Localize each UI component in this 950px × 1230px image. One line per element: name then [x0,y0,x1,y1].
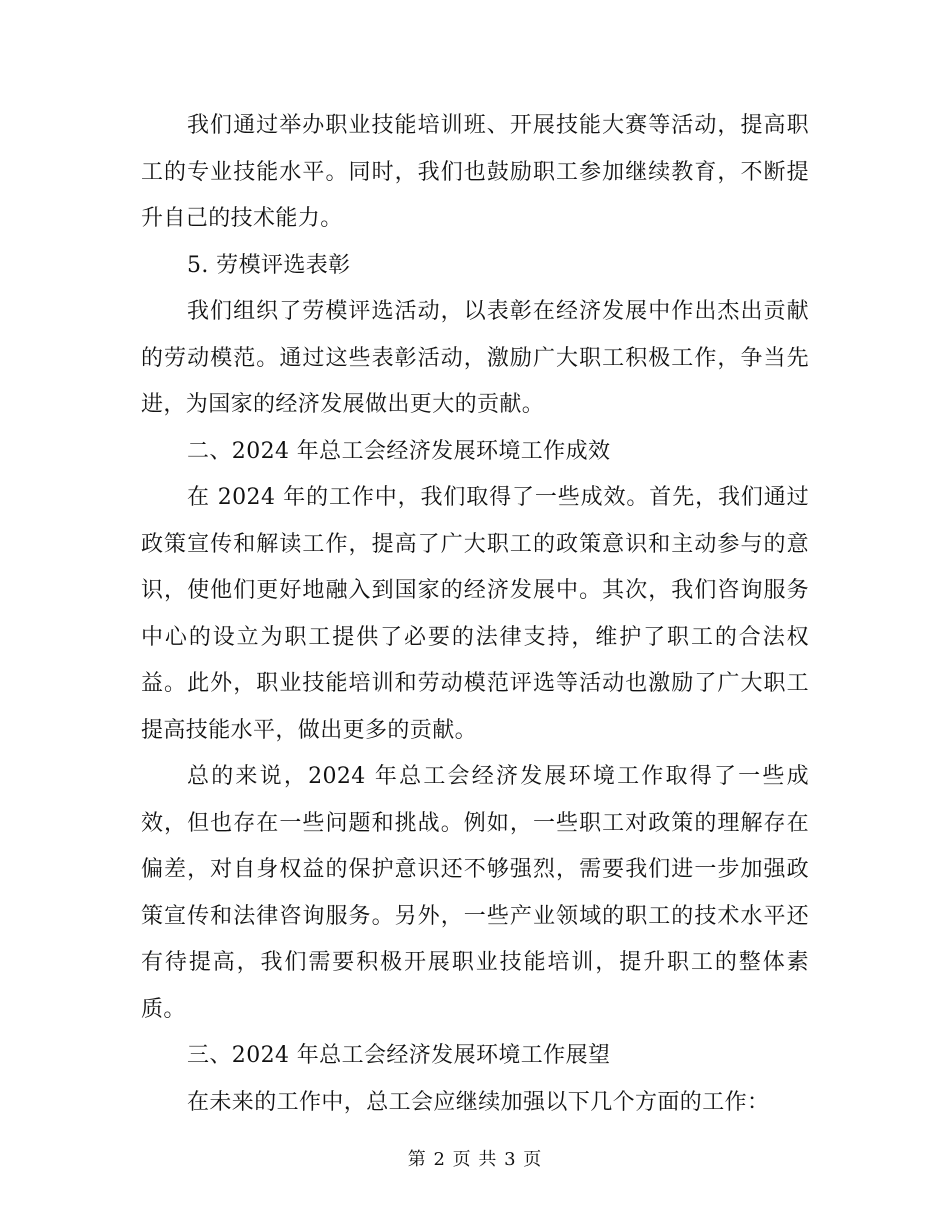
paragraph-skills-training: 我们通过举办职业技能培训班、开展技能大赛等活动，提高职工的专业技能水平。同时，我们也鼓励职工参加继续教育，不断提升自己的技术能力。 [141,113,809,231]
heading-section-2: 二、2024 年总工会经济发展环境工作成效 [187,438,611,464]
paragraph-summary: 总的来说，2024 年总工会经济发展环境工作取得了一些成效，但也存在一些问题和挑战。例如，一些职工对政策的理解存在偏差，对自身权益的保护意识还不够强烈，需要我们进一步加强政策宣传和法律咨询服务。另外，一些产业领域的职工的技术水平还有待提高，我们需要积极开展职业技能培训，提升职工的整体素质。 [141,764,809,1022]
heading-section-3: 三、2024 年总工会经济发展环境工作展望 [187,1043,611,1068]
page-number-footer: 第 2 页 共 3 页 [407,1149,543,1170]
paragraph-achievements: 在 2024 年的工作中，我们取得了一些成效。首先，我们通过政策宣传和解读工作，提高了广大职工的政策意识和主动参与的意识，使他们更好地融入到国家的经济发展中。其次，我们咨询服务中心的设立为职工提供了必要的法律支持，维护了职工的合法权益。此外，职业技能培训和劳动模范评选等活动也激励了广大职工提高技能水平，做出更多的贡献。 [141,485,809,743]
heading-model-worker-selection: 5. 劳模评选表彰 [187,252,351,278]
paragraph-outlook: 在未来的工作中，总工会应继续加强以下几个方面的工作： [187,1089,770,1115]
document-body [141,103,809,1126]
paragraph-model-worker-selection: 我们组织了劳模评选活动，以表彰在经济发展中作出杰出贡献的劳动模范。通过这些表彰活动，激励广大职工积极工作，争当先进，为国家的经济发展做出更大的贡献。 [141,299,809,417]
